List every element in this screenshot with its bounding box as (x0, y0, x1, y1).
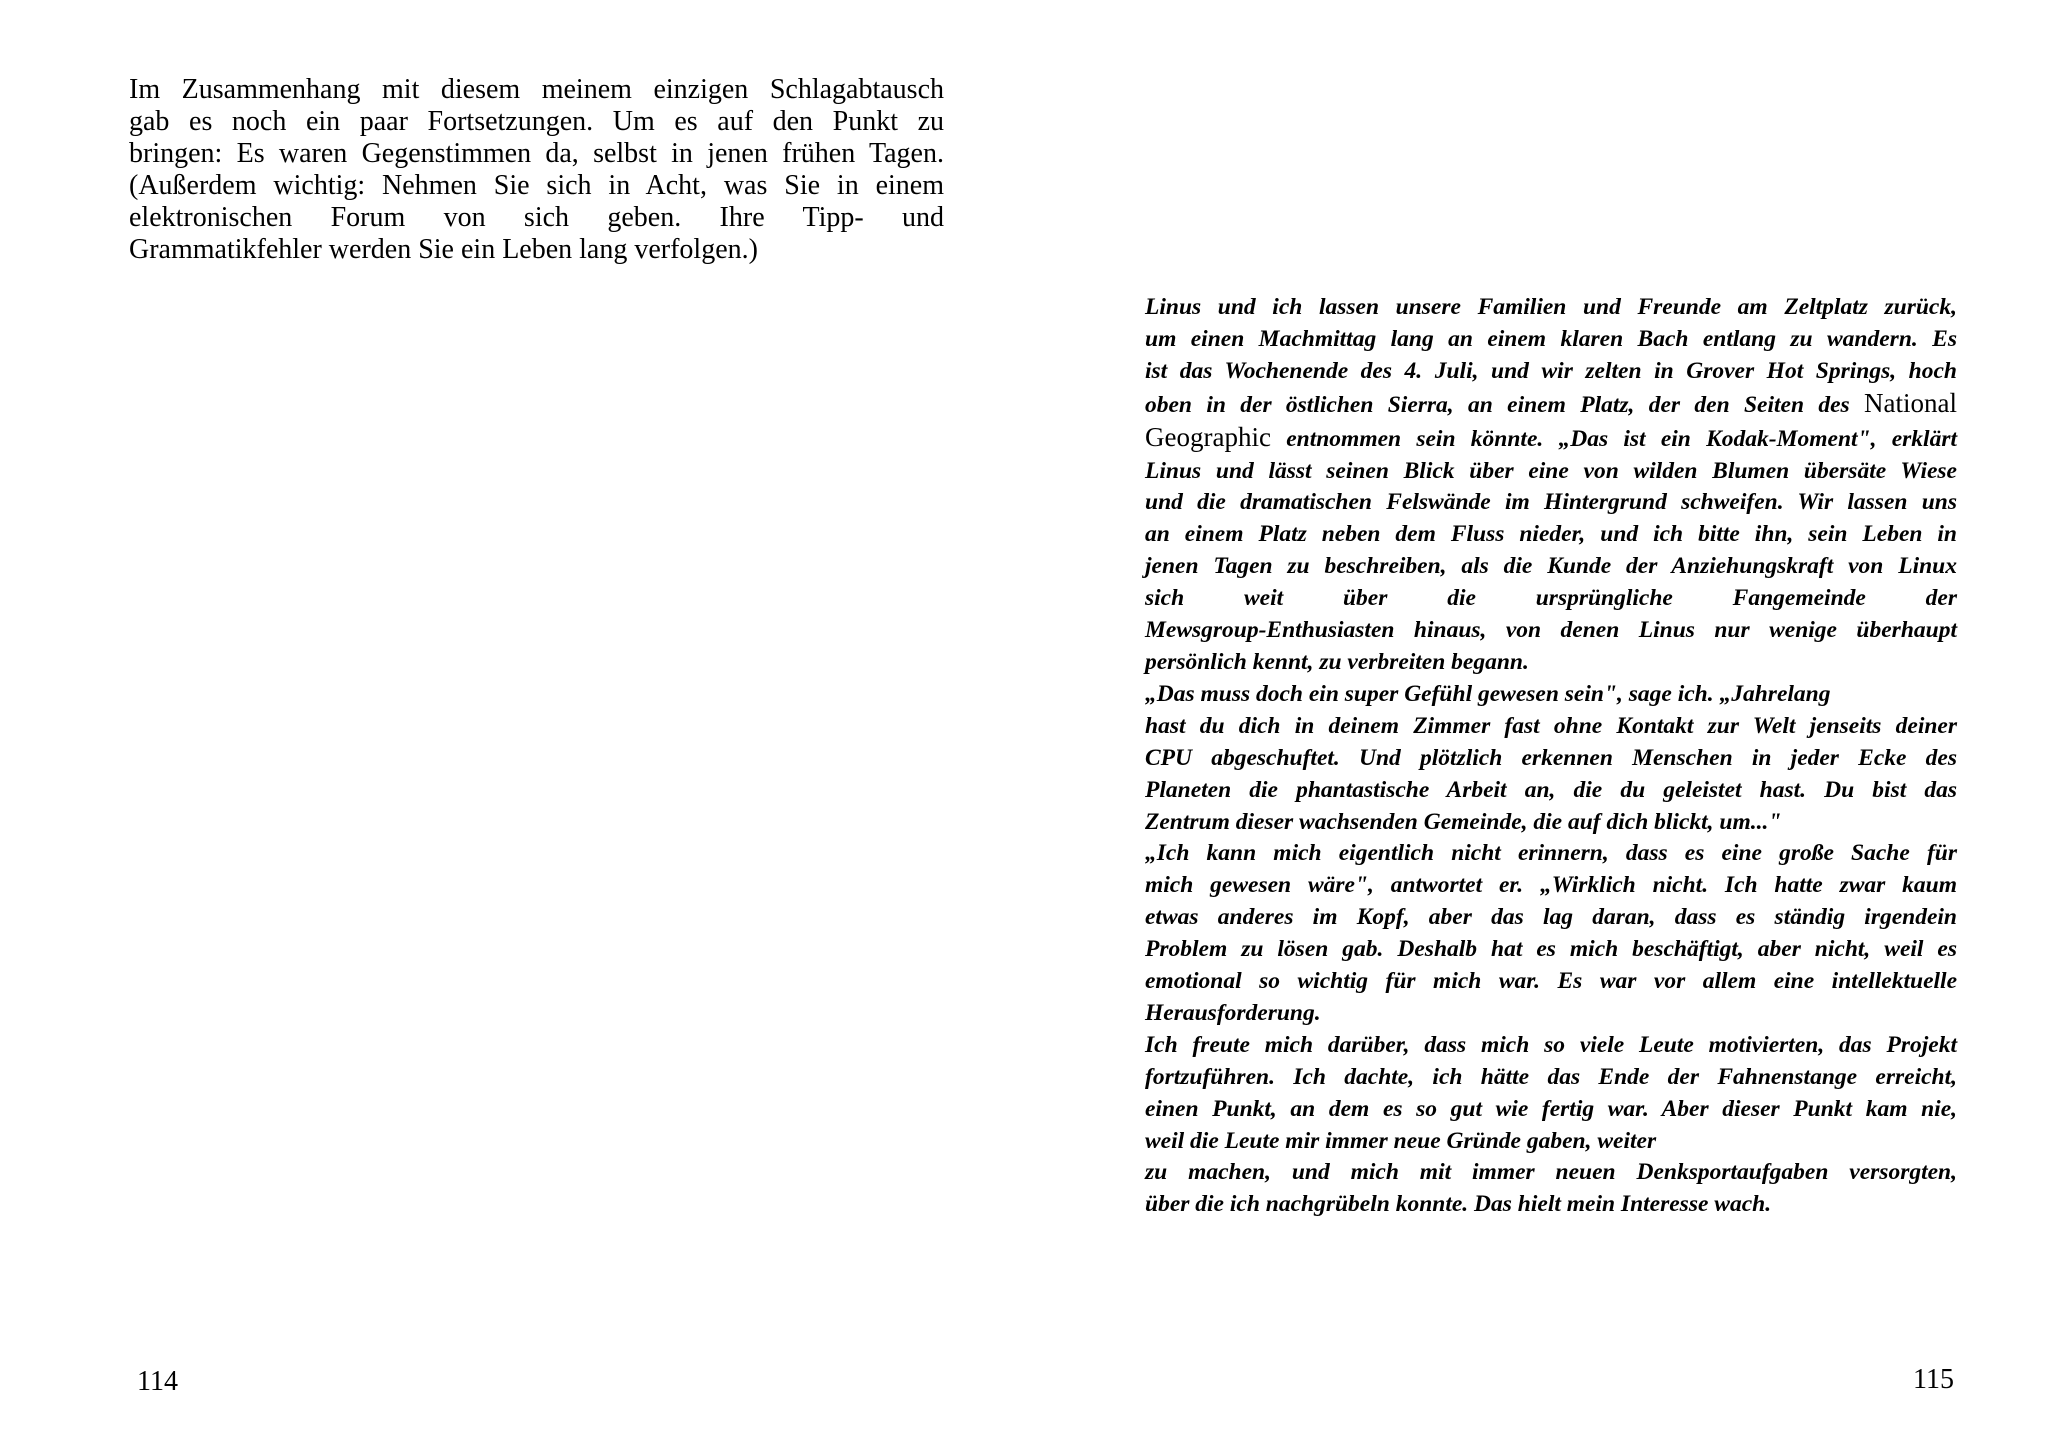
text-line: sich weit über die ursprüngliche Fangemeinde der (1145, 585, 1957, 612)
text-line: zu machen, und mich mit immer neuen Denksportaufgaben versorgten, (1145, 1159, 1957, 1186)
text-line: etwas anderes im Kopf, aber das lag daran, dass es ständig irgendein (1145, 904, 1957, 931)
text-line: bringen: Es waren Gegenstimmen da, selbst in jenen frühen Tagen. (129, 138, 944, 169)
text-line: weil die Leute mir immer neue Gründe gaben, weiter (1145, 1127, 1657, 1154)
magazine-title: Geographic (1145, 421, 1271, 452)
text-segment: oben in der östlichen Sierra, an einem Platz, der den Seiten des (1145, 391, 1850, 418)
text-line: Herausforderung. (1145, 999, 1321, 1026)
text-line: „Das muss doch ein super Gefühl gewesen sein", sage ich. „Jahrelang (1145, 680, 1831, 707)
page-number: 114 (137, 1366, 178, 1397)
text-line (1145, 422, 1957, 456)
text-line: hast du dich in deinem Zimmer fast ohne Kontakt zur Welt jenseits deiner (1145, 712, 1957, 739)
text-line (1145, 388, 1957, 422)
magazine-title: National (1864, 387, 1958, 418)
text-line: CPU abgeschuftet. Und plötzlich erkennen Menschen in jeder Ecke des (1145, 744, 1957, 771)
text-line: Problem zu lösen gab. Deshalb hat es mich beschäftigt, aber nicht, weil es (1145, 936, 1957, 963)
right-page-text (1145, 292, 1957, 1221)
text-line: über die ich nachgrübeln konnte. Das hielt mein Interesse wach. (1145, 1191, 1772, 1218)
left-page-text (129, 74, 944, 266)
page-number: 115 (1913, 1364, 1954, 1395)
text-line: „Ich kann mich eigentlich nicht erinnern, dass es eine große Sache für (1145, 840, 1957, 867)
text-line: Planeten die phantastische Arbeit an, die du geleistet hast. Du bist das (1145, 776, 1957, 803)
text-line: Im Zusammenhang mit diesem meinem einzigen Schlagabtausch (129, 74, 944, 105)
text-line: und die dramatischen Felswände im Hintergrund schweifen. Wir lassen uns (1145, 489, 1957, 516)
text-line: Ich freute mich darüber, dass mich so viele Leute motivierten, das Projekt (1145, 1031, 1957, 1058)
text-line: persönlich kennt, zu verbreiten begann. (1145, 648, 1529, 675)
text-line: Mewsgroup-Enthusiasten hinaus, von denen Linus nur wenige überhaupt (1145, 617, 1957, 644)
text-line: ist das Wochenende des 4. Juli, und wir zelten in Grover Hot Springs, hoch (1145, 357, 1957, 384)
text-segment: entnommen sein könnte. „Das ist ein Kodak-Moment", erklärt (1286, 425, 1957, 452)
text-line: Linus und lässt seinen Blick über eine von wilden Blumen übersäte Wiese (1145, 457, 1957, 484)
text-line: (Außerdem wichtig: Nehmen Sie sich in Acht, was Sie in einem (129, 170, 944, 201)
text-line: elektronischen Forum von sich geben. Ihre Tipp- und (129, 202, 944, 233)
text-line: jenen Tagen zu beschreiben, als die Kunde der Anziehungskraft von Linux (1145, 553, 1957, 580)
text-line: mich gewesen wäre", antwortet er. „Wirklich nicht. Ich hatte zwar kaum (1145, 872, 1957, 899)
text-line: an einem Platz neben dem Fluss nieder, und ich bitte ihn, sein Leben in (1145, 521, 1957, 548)
text-line: gab es noch ein paar Fortsetzungen. Um es auf den Punkt zu (129, 106, 944, 137)
text-line: einen Punkt, an dem es so gut wie fertig war. Aber dieser Punkt kam nie, (1145, 1095, 1957, 1122)
text-line: um einen Machmittag lang an einem klaren Bach entlang zu wandern. Es (1145, 325, 1957, 352)
text-line: emotional so wichtig für mich war. Es war vor allem eine intellektuelle (1145, 968, 1957, 995)
text-line: fortzuführen. Ich dachte, ich hätte das Ende der Fahnenstange erreicht, (1145, 1063, 1957, 1090)
text-line: Linus und ich lassen unsere Familien und Freunde am Zeltplatz zurück, (1145, 294, 1957, 320)
text-line: Zentrum dieser wachsenden Gemeinde, die auf dich blickt, um..." (1145, 808, 1782, 835)
text-line: Grammatikfehler werden Sie ein Leben lang verfolgen.) (129, 234, 758, 265)
